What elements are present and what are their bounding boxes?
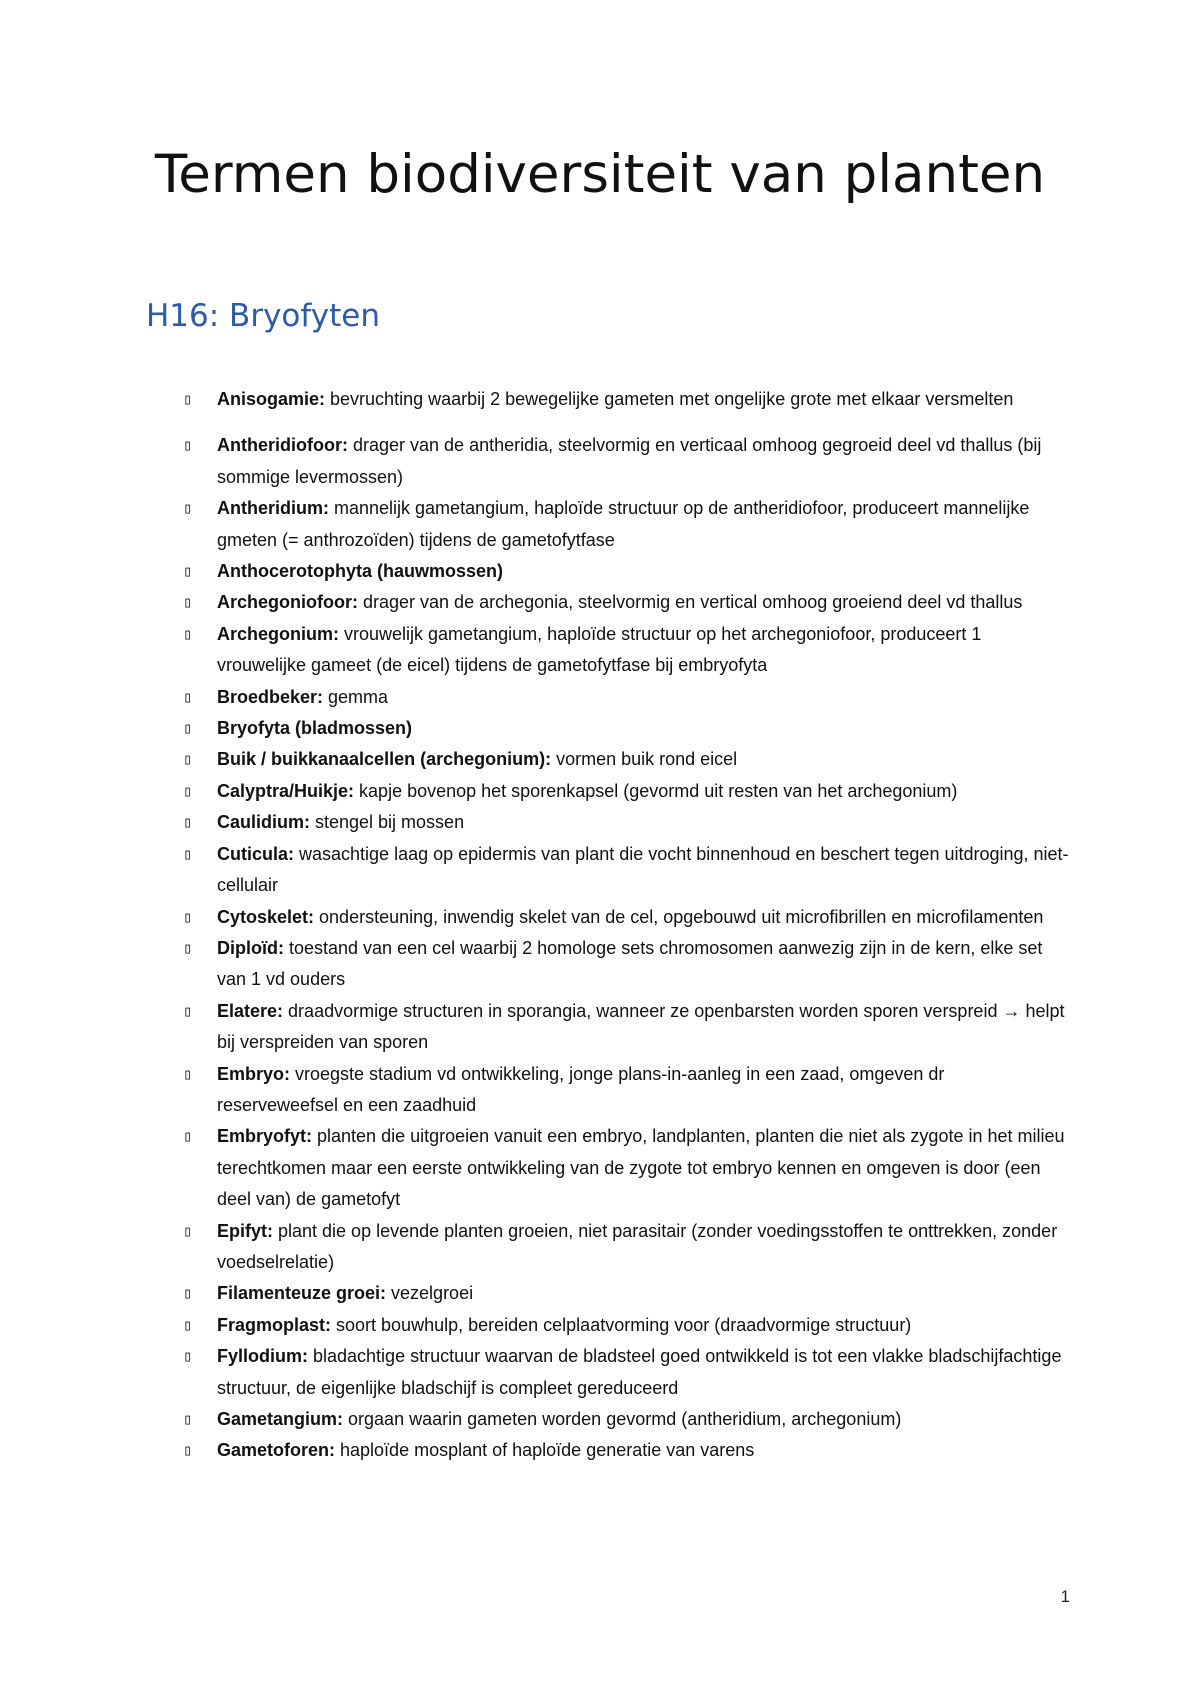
bullet-icon: ▯ [183, 593, 193, 612]
term-item [0, 933, 1200, 996]
term-name: Diploïd: [217, 937, 284, 958]
bullet-icon: ▯ [183, 719, 193, 738]
term-definition: toestand van een cel waarbij 2 homologe sets chromosomen aanwezig zijn in de kern, elke set van 1 vd ouders [217, 937, 1043, 990]
term-item [0, 1216, 1200, 1279]
bullet-icon: ▯ [183, 624, 193, 643]
term-definition: vrouwelijk gametangium, haploïde structuur op het archegoniofoor, produceert 1 vrouwelijke gameet (de eicel) tijdens de gametofytfase bij embryofyta [217, 623, 982, 676]
term-item [0, 776, 1200, 807]
term-name: Embryofyt: [217, 1126, 313, 1147]
term-definition: vormen buik rond eicel [551, 749, 738, 770]
term-name: Buik / buikkanaalcellen (archegonium): [217, 749, 552, 770]
term-name: Filamenteuze groei: [217, 1283, 387, 1304]
term-definition: gemma [323, 686, 389, 707]
term-item [0, 1435, 1200, 1466]
term-item [0, 587, 1200, 618]
bullet-icon: ▯ [183, 1315, 193, 1334]
term-item [0, 1121, 1200, 1215]
term-definition: drager van de archegonia, steelvormig en vertical omhoog groeiend deel vd thallus [358, 592, 1023, 613]
bullet-icon: ▯ [183, 390, 193, 408]
bullet-icon: ▯ [183, 938, 193, 957]
term-definition: ondersteuning, inwendig skelet van de cel, opgebouwd uit microfibrillen en microfilamenten [314, 906, 1044, 927]
term-item [0, 556, 1200, 587]
term-item [0, 1059, 1200, 1122]
term-definition: soort bouwhulp, bereiden celplaatvorming voor (draadvormige structuur) [331, 1314, 912, 1335]
term-definition: mannelijk gametangium, haploïde structuur op de antheridiofoor, produceert mannelijke gmeten (= anthrozoïden) tijdens de gametofytfase [217, 498, 1030, 550]
bullet-icon: ▯ [183, 436, 193, 455]
term-item [0, 493, 1200, 556]
bullet-icon: ▯ [183, 562, 193, 581]
term-name: Fyllodium: [217, 1346, 308, 1367]
page-number: 1 [1060, 1587, 1070, 1606]
bullet-icon: ▯ [183, 1410, 193, 1428]
term-item [0, 996, 1200, 1059]
term-definition: kapje bovenop het sporenkapsel (gevormd uit resten van het archegonium) [354, 780, 958, 801]
term-list [0, 384, 1200, 1467]
bullet-icon: ▯ [183, 1001, 193, 1020]
term-definition: haploïde mosplant of haploïde generatie van varens [335, 1440, 755, 1461]
term-name: Fragmoplast: [217, 1314, 332, 1335]
term-item [0, 682, 1200, 713]
term-item [0, 430, 1200, 493]
bullet-icon: ▯ [183, 813, 193, 832]
term-item [0, 807, 1200, 838]
term-item [0, 839, 1200, 902]
term-item [0, 384, 1200, 415]
term-definition: orgaan waarin gameten worden gevormd (antheridium, archegonium) [343, 1409, 902, 1429]
term-name: Cuticula: [217, 843, 295, 864]
term-name: Anisogamie: [217, 389, 326, 409]
bullet-icon: ▯ [183, 1064, 193, 1083]
term-item [0, 1278, 1200, 1309]
bullet-icon: ▯ [183, 687, 193, 706]
term-name: Gametangium: [217, 1409, 344, 1429]
term-definition: vroegste stadium vd ontwikkeling, jonge plans-in-aanleg in een zaad, omgeven dr reserveweefsel en een zaadhuid [217, 1063, 945, 1115]
term-item [0, 619, 1200, 682]
bullet-icon: ▯ [183, 1221, 193, 1240]
term-name: Anthocerotophyta (hauwmossen) [217, 561, 504, 582]
term-definition: bladachtige structuur waarvan de bladsteel goed ontwikkeld is tot een vlakke bladschijfachtige structuur, de eigenlijke bladschijf is compleet gereduceerd [217, 1346, 1062, 1398]
bullet-icon: ▯ [183, 499, 193, 518]
term-definition: plant die op levende planten groeien, niet parasitair (zonder voedingsstoffen te onttrekken, zonder voedselrelatie) [217, 1220, 1058, 1272]
term-name: Gametoforen: [217, 1440, 336, 1461]
bullet-icon: ▯ [183, 750, 193, 769]
term-name: Calyptra/Huikje: [217, 780, 355, 801]
term-definition: draadvormige structuren in sporangia, wanneer ze openbarsten worden sporen verspreid → helpt bij verspreiden van sporen [217, 1000, 1065, 1053]
term-definition: planten die uitgroeien vanuit een embryo, landplanten, planten die niet als zygote in het milieu terechtkomen maar een eerste ontwikkeling van de zygote tot embryo kennen en omgeven is door (een deel van) de gametofyt [217, 1126, 1065, 1210]
term-name: Embryo: [217, 1063, 291, 1084]
term-item [0, 1341, 1200, 1404]
term-name: Bryofyta (bladmossen) [217, 718, 413, 739]
term-name: Antheridium: [217, 498, 329, 519]
bullet-icon: ▯ [183, 907, 193, 926]
section-heading: H16: Bryofyten [146, 298, 380, 334]
document-title: Termen biodiversiteit van planten [154, 144, 1046, 205]
bullet-icon: ▯ [183, 1127, 193, 1146]
bullet-icon: ▯ [183, 781, 193, 800]
term-name: Archegonium: [217, 623, 340, 644]
term-name: Antheridiofoor: [217, 435, 348, 456]
term-item [0, 744, 1200, 775]
bullet-icon: ▯ [183, 1284, 193, 1303]
bullet-icon: ▯ [183, 1347, 193, 1366]
term-definition: stengel bij mossen [310, 812, 465, 833]
term-name: Cytoskelet: [217, 906, 315, 927]
term-name: Epifyt: [217, 1220, 273, 1241]
term-name: Caulidium: [217, 812, 310, 833]
bullet-icon: ▯ [183, 844, 193, 863]
term-definition: vezelgroei [386, 1283, 474, 1304]
term-name: Elatere: [217, 1000, 284, 1021]
term-definition: drager van de antheridia, steelvormig en verticaal omhoog gegroeid deel vd thallus (bij sommige levermossen) [217, 435, 1042, 487]
term-item [0, 1404, 1200, 1435]
bullet-icon: ▯ [183, 1441, 193, 1460]
term-item [0, 713, 1200, 744]
term-name: Broedbeker: [217, 686, 324, 707]
term-definition: wasachtige laag op epidermis van plant die vocht binnenhoud en beschert tegen uitdroging, niet-cellulair [217, 843, 1069, 896]
term-item [0, 1310, 1200, 1341]
term-definition: bevruchting waarbij 2 bewegelijke gameten met ongelijke grote met elkaar versmelten [325, 389, 1014, 409]
term-name: Archegoniofoor: [217, 592, 358, 613]
term-item [0, 902, 1200, 933]
